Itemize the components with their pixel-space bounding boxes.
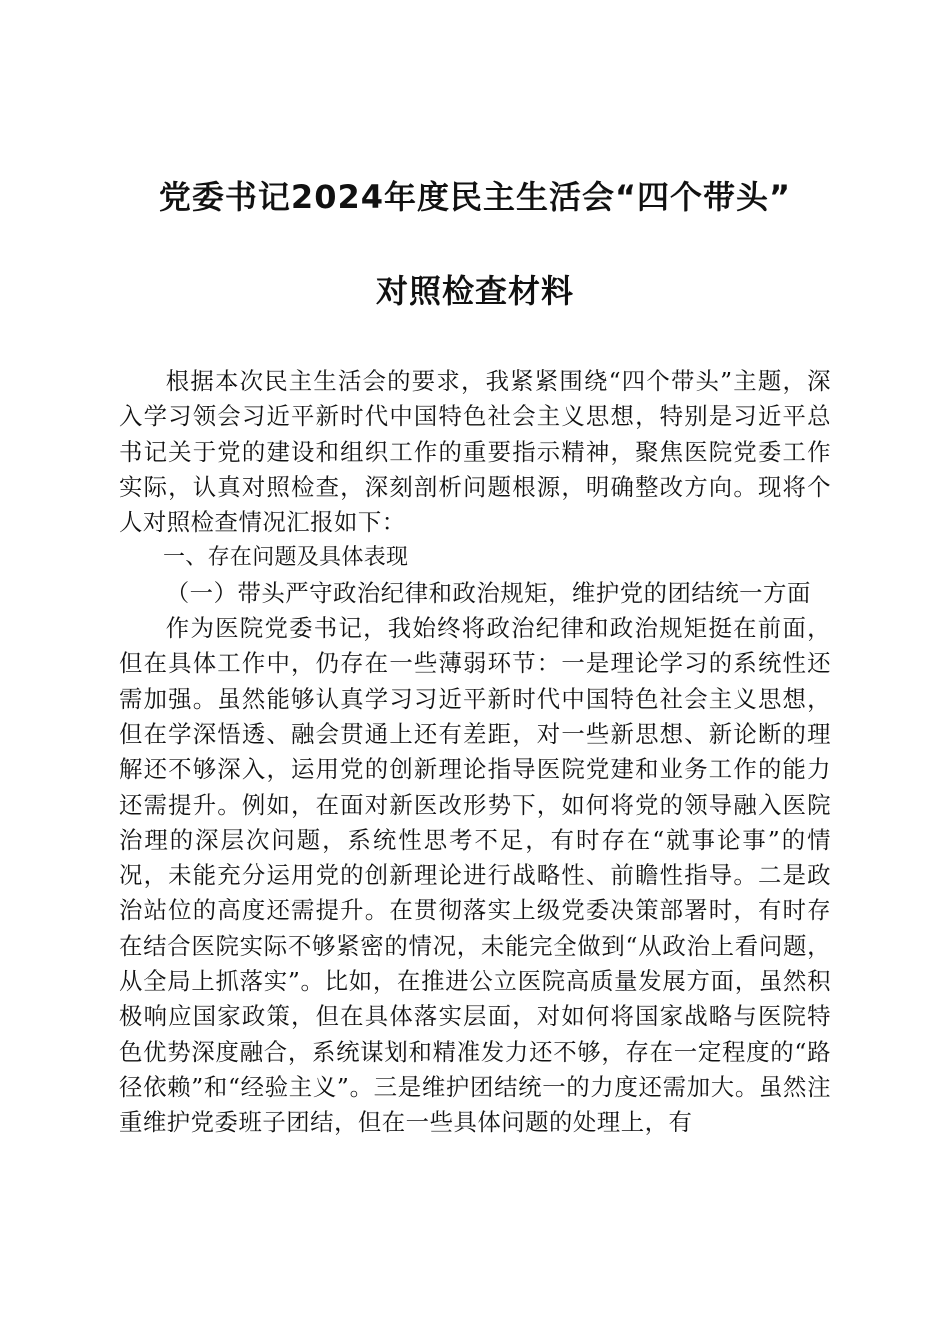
intro-paragraph: 根据本次民主生活会的要求，我紧紧围绕“四个带头”主题，深入学习领会习近平新时代中国特色社会主义思想，特别是习近平总书记关于党的建设和组织工作的重要指示精神，聚焦医院党委工作实际，认真对照检查，深刻剖析问题根源，明确整改方向。现将个人对照检查情况汇报如下： bbox=[119, 367, 831, 537]
document-title-line-2: 对照检查材料 bbox=[375, 272, 574, 310]
body-paragraph-1: 作为医院党委书记，我始终将政治纪律和政治规矩挺在前面，但在具体工作中，仍存在一些薄弱环节：一是理论学习的系统性还需加强。虽然能够认真学习习近平新时代中国特色社会主义思想，但在学深悟透、融会贯通上还有差距，对一些新思想、新论断的理解还不够深入，运用党的创新理论指导医院党建和业务工作的能力还需提升。例如，在面对新医改形势下，如何将党的领导融入医院治理的深层次问题，系统性思考不足，有时存在“就事论事”的情况，未能充分运用党的创新理论进行战略性、前瞻性指导。二是政治站位的高度还需提升。在贯彻落实上级党委决策部署时，有时存在结合医院实际不够紧密的情况，未能完全做到“从政治上看问题，从全局上抓落实”。比如，在推进公立医院高质量发展方面，虽然积极响应国家政策，但在具体落实层面，对如何将国家战略与医院特色优势深度融合，系统谋划和精准发力还不够，存在一定程度的“路径依赖”和“经验主义”。三是维护团结统一的力度还需加大。虽然注重维护党委班子团结，但在一些具体问题的处理上，有 bbox=[119, 614, 831, 1137]
subsection-heading-1: （一）带头严守政治纪律和政治规矩，维护党的团结统一方面 bbox=[165, 578, 811, 607]
document-title-line-1: 党委书记2024年度民主生活会“四个带头” bbox=[158, 178, 792, 216]
section-heading-1: 一、存在问题及具体表现 bbox=[163, 545, 409, 571]
document-body bbox=[119, 364, 831, 1141]
